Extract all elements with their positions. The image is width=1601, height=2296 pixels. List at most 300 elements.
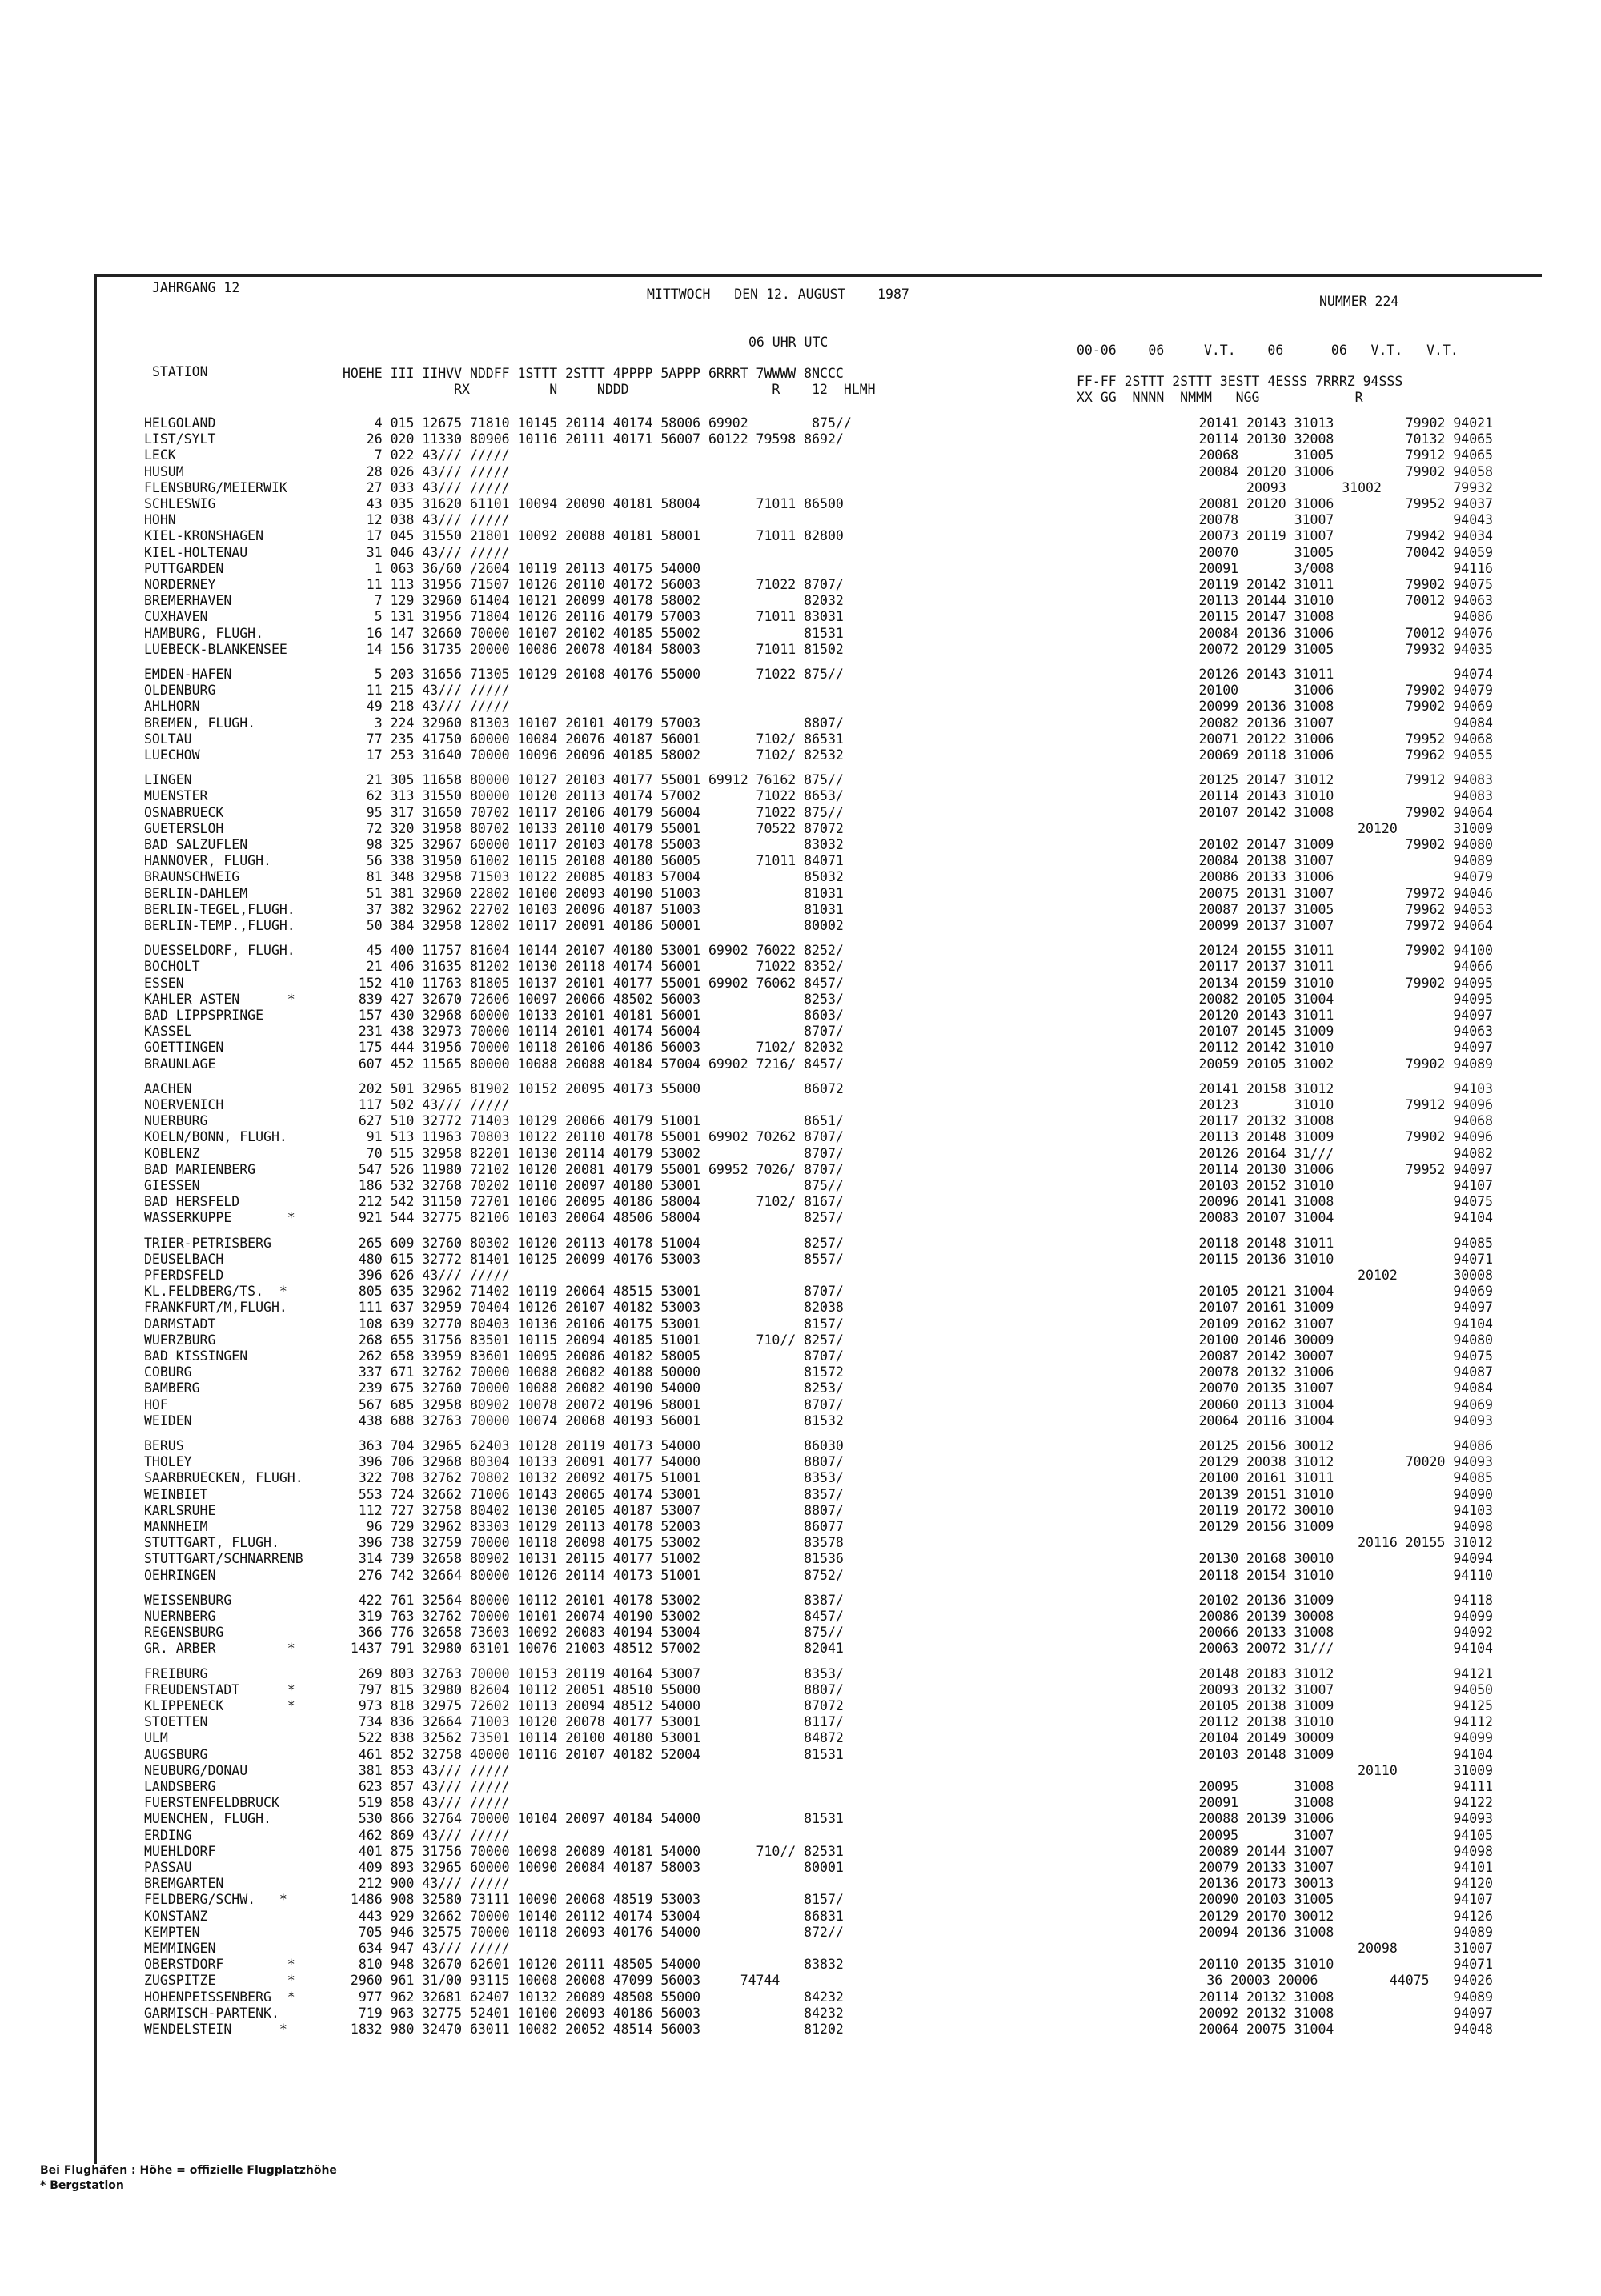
station-name: LUECHOW [144,747,200,763]
synop-data: 921 544 32775 82106 10103 20064 48506 58004 8257/ [343,1210,844,1226]
station-name: OEHRINGEN [144,1567,216,1583]
station-name: FUERSTENFELDBRUCK [144,1795,279,1811]
station-name: LANDSBERG [144,1779,216,1794]
station-name: MUEHLDORF [144,1843,216,1859]
station-name: MEMMINGEN [144,1941,216,1956]
extra-data: 20082 20136 31007 94084 [1198,715,1493,731]
station-row [0,1252,1601,1267]
extra-data: 20118 20154 31010 94110 [1198,1567,1493,1583]
station-name: OBERSTDORF * [144,1957,295,1973]
station-row [0,1764,1601,1778]
synop-data: 522 838 32562 73501 10114 20100 40180 53001 84872 [343,1730,844,1746]
station-row [0,1082,1601,1096]
station-name: BAMBERG [144,1380,200,1396]
station-row [0,578,1601,592]
station-row [0,960,1601,974]
station-name: NOERVENICH [144,1097,224,1112]
synop-data: 734 836 32664 71003 10120 20078 40177 53001 8117/ [343,1714,844,1730]
right-header: 00-06 06 V.T. 06 06 V.T. V.T. [1077,343,1459,358]
extra-data: 20098 31007 [1358,1941,1493,1956]
synop-data: 973 818 32975 72602 10113 20094 48512 54000 87072 [343,1698,844,1713]
synop-data: 77 235 41750 60000 10084 20076 40187 56001 7102/ 86531 [343,731,844,747]
station-row [0,1114,1601,1128]
extra-data: 20117 20137 31011 94066 [1198,959,1493,975]
synop-data: 607 452 11565 80000 10088 20088 40184 57004 69902 7216/ 8457/ [343,1056,844,1072]
synop-data: 28 026 43/// ///// [343,463,510,479]
station-name: STUTTGART/SCHNARRENB [144,1551,303,1567]
synop-data: 152 410 11763 81805 10137 20101 40177 55001 69902 76062 8457/ [343,975,844,991]
synop-data: 26 020 11330 80906 10116 20111 40171 56007 60122 79598 8692/ [343,431,844,447]
station-name: KAHLER ASTEN * [144,991,295,1007]
extra-data: 20136 20173 30013 94120 [1198,1876,1493,1892]
issue-number: NUMMER 224 [1319,294,1399,309]
extra-data: 20129 20156 31009 94098 [1198,1519,1493,1534]
footnote-mountain: * Bergstation [40,2179,124,2192]
synop-data: 56 338 31950 61002 10115 20108 40180 56005 71011 84071 [343,853,844,869]
station-name: NUERNBERG [144,1609,216,1624]
station-name: KARLSRUHE [144,1502,216,1518]
station-row [0,2022,1601,2037]
station-name: HOHN [144,512,176,528]
station-name: GUETERSLOH [144,820,224,836]
extra-data: 20089 20144 31007 94098 [1198,1843,1493,1859]
extra-data: 20064 20075 31004 94048 [1198,2022,1493,2037]
station-name: OSNABRUECK [144,804,224,820]
station-row [0,497,1601,511]
extra-data: 20141 20143 31013 79902 94021 [1198,415,1493,431]
station-row [0,1683,1601,1697]
station-row [0,1625,1601,1640]
synop-data: 17 253 31640 70000 10096 20096 40185 58002 7102/ 82532 [343,747,844,763]
synop-data: 31 046 43/// ///// [343,544,510,560]
extra-data: 20114 20130 31006 79952 94097 [1198,1161,1493,1177]
station-name: PFERDSFELD [144,1268,224,1283]
station-row [0,627,1601,641]
synop-data: 50 384 32958 12802 10117 20091 40186 50001 80002 [343,918,844,933]
synop-data: 719 963 32775 52401 10100 20093 40186 56003 84232 [343,2005,844,2021]
station-row [0,919,1601,933]
station-name: HOHENPEISSENBERG * [144,1989,295,2005]
extra-data: 20105 20138 31009 94125 [1198,1698,1493,1713]
extra-data: 20093 31002 79932 [1246,479,1493,495]
synop-data: 461 852 32758 40000 10116 20107 40182 52004 81531 [343,1746,844,1762]
station-row [0,870,1601,884]
extra-data: 20115 20147 31008 94086 [1198,609,1493,625]
station-name: KL.FELDBERG/TS. * [144,1284,287,1300]
station-row [0,716,1601,731]
synop-data: 567 685 32958 80902 10078 20072 40196 58001 8707/ [343,1396,844,1412]
extra-data: 20112 20138 31010 94112 [1198,1714,1493,1730]
station-name: MUENCHEN, FLUGH. [144,1811,271,1827]
station-name: HUSUM [144,463,184,479]
station-row [0,1284,1601,1299]
station-name: KIEL-KRONSHAGEN [144,528,264,544]
station-name: BAD KISSINGEN [144,1348,248,1364]
synop-data: 239 675 32760 70000 10088 20082 40190 54000 8253/ [343,1380,844,1396]
station-name: KASSEL [144,1024,192,1040]
synop-data: 530 866 32764 70000 10104 20097 40184 54000 81531 [343,1811,844,1827]
station-name: BERLIN-DAHLEM [144,885,248,901]
extra-data: 20087 20142 30007 94075 [1198,1348,1493,1364]
synop-data: 49 218 43/// ///// [343,699,510,715]
synop-data: 81 348 32958 71503 10122 20085 40183 57004 85032 [343,869,844,885]
synop-data: 3 224 32960 81303 10107 20101 40179 57003 8807/ [343,715,844,731]
station-row [0,1520,1601,1534]
station-row [0,481,1601,495]
station-row [0,1877,1601,1891]
left-column-header-1: HOEHE III IIHVV NDDFF 1STTT 2STTT 4PPPP 5APPP 6RRRT 7WWWW 8NCCC [343,366,844,381]
station-name: FLENSBURG/MEIERWIK [144,479,287,495]
station-row [0,838,1601,852]
extra-data: 20107 20145 31009 94063 [1198,1024,1493,1040]
extra-data: 20102 30008 [1358,1268,1493,1283]
station-row [0,1098,1601,1112]
station-row [0,2006,1601,2021]
utc-label: 06 UHR UTC [748,335,829,350]
station-row [0,992,1601,1007]
synop-data: 1 063 36/60 /2604 10119 20113 40175 54000 [343,560,701,576]
extra-data: 20103 20152 31010 94107 [1198,1178,1493,1193]
synop-data: 422 761 32564 80000 10112 20101 40178 53002 8387/ [343,1592,844,1608]
station-name: KOELN/BONN, FLUGH. [144,1129,287,1145]
right-column-header-1: FF-FF 2STTT 2STTT 3ESTT 4ESSS 7RRRZ 94SSS [1077,374,1403,389]
extra-data: 20107 20161 31009 94097 [1198,1300,1493,1316]
synop-data: 519 858 43/// ///// [343,1795,510,1811]
synop-data: 268 655 31756 83501 10115 20094 40185 51001 710// 8257/ [343,1332,844,1348]
extra-data: 20081 20120 31006 79952 94037 [1198,496,1493,511]
station-row [0,1179,1601,1193]
extra-data: 20102 20147 31009 79902 94080 [1198,837,1493,852]
station-row [0,1414,1601,1428]
synop-data: 839 427 32670 72606 10097 20066 48502 56003 8253/ [343,991,844,1007]
synop-data: 269 803 32763 70000 10153 20119 40164 53007 8353/ [343,1665,844,1681]
station-name: BRAUNLAGE [144,1056,216,1072]
synop-data: 45 400 11757 81604 10144 20107 40180 53001 69902 76022 8252/ [343,943,844,959]
extra-data: 20120 20143 31011 94097 [1198,1008,1493,1023]
station-name: FREIBURG [144,1665,208,1681]
synop-data: 17 045 31550 21801 10092 20088 40181 58001 71011 82800 [343,528,844,544]
synop-data: 21 305 11658 80000 10127 20103 40177 55001 69912 76162 875// [343,772,844,788]
extra-data: 20139 20151 31010 94090 [1198,1486,1493,1502]
station-name: WUERZBURG [144,1332,216,1348]
extra-data: 20129 20170 30012 94126 [1198,1908,1493,1924]
synop-data: 70 515 32958 82201 10130 20114 40179 53002 8707/ [343,1145,844,1161]
synop-data: 96 729 32962 83303 10129 20113 40178 52003 86077 [343,1519,844,1534]
extra-data: 20069 20118 31006 79962 94055 [1198,747,1493,763]
station-name: NORDERNEY [144,577,216,592]
station-row [0,1471,1601,1485]
station-name: ESSEN [144,975,184,991]
synop-data: 805 635 32962 71402 10119 20064 48515 53001 8707/ [343,1284,844,1300]
station-name: SOLTAU [144,731,192,747]
station-name: BAD SALZUFLEN [144,837,248,852]
extra-data: 20095 31007 94105 [1198,1827,1493,1843]
station-row [0,1333,1601,1348]
extra-data: 20104 20149 30009 94099 [1198,1730,1493,1746]
station-name: GIESSEN [144,1178,200,1193]
extra-data: 20130 20168 30010 94094 [1198,1551,1493,1567]
volume-label: JAHRGANG 12 [152,280,240,295]
station-row [0,1780,1601,1794]
synop-data: 396 738 32759 70000 10118 20098 40175 53002 83578 [343,1535,844,1551]
extra-data: 20060 20113 31004 94069 [1198,1396,1493,1412]
synop-data: 627 510 32772 71403 10129 20066 40179 51001 8651/ [343,1113,844,1129]
station-row [0,1667,1601,1681]
synop-data: 462 869 43/// ///// [343,1827,510,1843]
station-name: WEISSENBURG [144,1592,232,1608]
extra-data: 20105 20121 31004 94069 [1198,1284,1493,1300]
extra-data: 20078 20132 31006 94087 [1198,1364,1493,1380]
station-row [0,1268,1601,1283]
synop-data: 977 962 32681 62407 10132 20089 48508 55000 84232 [343,1989,844,2005]
synop-data: 443 929 32662 70000 10140 20112 40174 53004 86831 [343,1908,844,1924]
extra-data: 20114 20143 31010 94083 [1198,788,1493,804]
extra-data: 20078 31007 94043 [1198,512,1493,528]
synop-data: 186 532 32768 70202 10110 20097 40180 53001 875// [343,1178,844,1193]
station-row [0,1455,1601,1469]
station-name: AACHEN [144,1080,192,1096]
synop-data: 381 853 43/// ///// [343,1762,510,1778]
station-row [0,748,1601,763]
date-label: MITTWOCH DEN 12. AUGUST 1987 [647,286,909,302]
extra-data: 20110 20135 31010 94071 [1198,1957,1493,1973]
synop-data: 480 615 32772 81401 10125 20099 40176 53003 8557/ [343,1251,844,1267]
station-row [0,1398,1601,1412]
station-row [0,1731,1601,1745]
extra-data: 20100 20161 31011 94085 [1198,1470,1493,1486]
synop-data: 7 129 32960 61404 10121 20099 40178 58002 82032 [343,593,844,609]
synop-data: 231 438 32973 70000 10114 20101 40174 56004 8707/ [343,1024,844,1040]
extra-data: 20118 20148 31011 94085 [1198,1235,1493,1251]
station-name: THOLEY [144,1454,192,1470]
extra-data: 20075 20131 31007 79972 94046 [1198,885,1493,901]
station-row [0,732,1601,747]
extra-data: 20088 20139 31006 94093 [1198,1811,1493,1827]
synop-data: 111 637 32959 70404 10126 20107 40182 53003 82038 [343,1300,844,1316]
extra-data: 20063 20072 31/// 94104 [1198,1641,1493,1657]
extra-data: 20084 20120 31006 79902 94058 [1198,463,1493,479]
station-row [0,1941,1601,1956]
synop-data: 396 706 32968 80304 10133 20091 40177 54000 8807/ [343,1454,844,1470]
extra-data: 20099 20136 31008 79902 94069 [1198,699,1493,715]
extra-data: 20107 20142 31008 79902 94064 [1198,804,1493,820]
station-row [0,546,1601,560]
extra-data: 20083 20107 31004 94104 [1198,1210,1493,1226]
extra-data: 20125 20156 30012 94086 [1198,1438,1493,1453]
station-row [0,416,1601,431]
station-row [0,1057,1601,1072]
station-row [0,1990,1601,2005]
synop-data: 7 022 43/// ///// [343,447,510,463]
station-row [0,806,1601,820]
station-name: AUGSBURG [144,1746,208,1762]
station-name: DEUSELBACH [144,1251,224,1267]
extra-data: 20148 20183 31012 94121 [1198,1665,1493,1681]
extra-data: 20125 20147 31012 79912 94083 [1198,772,1493,788]
station-row [0,1300,1601,1315]
station-name: SCHLESWIG [144,496,216,511]
extra-data: 20113 20148 31009 79902 94096 [1198,1129,1493,1145]
synop-data: 401 875 31756 70000 10098 20089 40181 54000 710// 82531 [343,1843,844,1859]
station-name: BERLIN-TEGEL,FLUGH. [144,901,295,917]
synop-data: 363 704 32965 62403 10128 20119 40173 54000 86030 [343,1438,844,1453]
extra-data: 20090 20103 31005 94107 [1198,1892,1493,1908]
station-name: CUXHAVEN [144,609,208,625]
station-row [0,1893,1601,1907]
station-row [0,1163,1601,1177]
station-row [0,1211,1601,1225]
station-name: PASSAU [144,1860,192,1875]
station-row [0,562,1601,576]
synop-data: 319 763 32762 70000 10101 20074 40190 53002 8457/ [343,1609,844,1624]
synop-data: 16 147 32660 70000 10107 20102 40185 55002 81531 [343,625,844,641]
synop-data: 634 947 43/// ///// [343,1941,510,1956]
station-row [0,944,1601,958]
synop-data: 276 742 32664 80000 10126 20114 40173 51001 8752/ [343,1567,844,1583]
station-name: HELGOLAND [144,415,216,431]
station-row [0,1957,1601,1972]
station-row [0,1008,1601,1023]
synop-data: 409 893 32965 60000 10090 20084 40187 58003 80001 [343,1860,844,1875]
station-name: WENDELSTEIN * [144,2022,287,2037]
synop-data: 5 203 31656 71305 10129 20108 40176 55000 71022 875// [343,667,844,682]
station-name: NUERBURG [144,1113,208,1129]
extra-data: 20084 20138 31007 94089 [1198,853,1493,869]
extra-data: 20073 20119 31007 79942 94034 [1198,528,1493,544]
station-name: WEIDEN [144,1412,192,1428]
synop-data: 21 406 31635 81202 10130 20118 40174 56001 71022 8352/ [343,959,844,975]
synop-data: 202 501 32965 81902 10152 20095 40173 55000 86072 [343,1080,844,1096]
extra-data: 20114 20132 31008 94089 [1198,1989,1493,2005]
extra-data: 20117 20132 31008 94068 [1198,1113,1493,1129]
station-name: BAD HERSFELD [144,1194,240,1210]
station-row [0,1909,1601,1924]
synop-data: 366 776 32658 73603 10092 20083 40194 53004 875// [343,1625,844,1641]
station-name: ULM [144,1730,168,1746]
station-name: LINGEN [144,772,192,788]
synop-data: 95 317 31650 70702 10117 20106 40179 56004 71022 875// [343,804,844,820]
station-name: MUENSTER [144,788,208,804]
station-name: BAD MARIENBERG [144,1161,256,1177]
station-name: WASSERKUPPE * [144,1210,295,1226]
station-name: GOETTINGEN [144,1040,224,1056]
station-name: BREMGARTEN [144,1876,224,1892]
extra-data: 20071 20122 31006 79952 94068 [1198,731,1493,747]
synop-data: 438 688 32763 70000 10074 20068 40193 56001 81532 [343,1412,844,1428]
extra-data: 20066 20133 31008 94092 [1198,1625,1493,1641]
station-row [0,1439,1601,1453]
extra-data: 20109 20162 31007 94104 [1198,1316,1493,1332]
station-row [0,1609,1601,1624]
station-row [0,699,1601,714]
station-name: HOF [144,1396,168,1412]
extra-data: 20119 20142 31011 79902 94075 [1198,577,1493,592]
station-row [0,432,1601,447]
station-name: DARMSTADT [144,1316,216,1332]
synop-data: 14 156 31735 20000 10086 20078 40184 58003 71011 81502 [343,641,844,657]
extra-data: 20134 20159 31010 79902 94095 [1198,975,1493,991]
station-row [0,1236,1601,1251]
station-name: MANNHEIM [144,1519,208,1534]
extra-data: 20086 20139 30008 94099 [1198,1609,1493,1624]
station-row [0,1147,1601,1161]
extra-data: 20095 31008 94111 [1198,1779,1493,1794]
station-name: ZUGSPITZE * [144,1973,295,1989]
station-name: HANNOVER, FLUGH. [144,853,271,869]
synop-data: 72 320 31958 80702 10133 20110 40179 55001 70522 87072 [343,820,844,836]
extra-data: 20086 20133 31006 94079 [1198,869,1493,885]
extra-data: 20141 20158 31012 94103 [1198,1080,1493,1096]
synop-data: 337 671 32762 70000 10088 20082 40188 50000 81572 [343,1364,844,1380]
station-row [0,887,1601,901]
extra-data: 20070 31005 70042 94059 [1198,544,1493,560]
extra-data: 20087 20137 31005 79962 94053 [1198,901,1493,917]
extra-data: 20072 20129 31005 79932 94035 [1198,641,1493,657]
extra-data: 20113 20144 31010 70012 94063 [1198,593,1493,609]
synop-data: 2960 961 31/00 93115 10008 20008 47099 56003 74744 [343,1973,780,1989]
station-name: BERUS [144,1438,184,1453]
extra-data: 20100 20146 30009 94080 [1198,1332,1493,1348]
extra-data: 20100 31006 79902 94079 [1198,683,1493,699]
extra-data: 20123 31010 79912 94096 [1198,1097,1493,1112]
extra-data: 20126 20143 31011 94074 [1198,667,1493,682]
extra-data: 20116 20155 31012 [1358,1535,1493,1551]
station-row [0,513,1601,527]
synop-data: 91 513 11963 70803 10122 20110 40178 55001 69902 70262 8707/ [343,1129,844,1145]
station-row [0,594,1601,608]
station-row [0,976,1601,991]
station-row [0,1845,1601,1859]
station-row [0,667,1601,682]
extra-data: 20119 20172 30010 94103 [1198,1502,1493,1518]
station-row [0,1861,1601,1875]
extra-data: 20082 20105 31004 94095 [1198,991,1493,1007]
extra-data: 20092 20132 31008 94097 [1198,2005,1493,2021]
extra-data: 20091 3/008 94116 [1198,560,1493,576]
synop-data: 37 382 32962 22702 10103 20096 40187 51003 81031 [343,901,844,917]
extra-data: 20126 20164 31/// 94082 [1198,1145,1493,1161]
station-row [0,1130,1601,1144]
synop-data: 797 815 32980 82604 10112 20051 48510 55000 8807/ [343,1681,844,1697]
station-row [0,1381,1601,1396]
synop-data: 705 946 32575 70000 10118 20093 40176 54000 872// [343,1924,844,1940]
station-row [0,1536,1601,1550]
synop-data: 175 444 31956 70000 10118 20106 40186 56003 7102/ 82032 [343,1040,844,1056]
station-name: EMDEN-HAFEN [144,667,232,682]
synop-data: 4 015 12675 71810 10145 20114 40174 58006 69902 875// [343,415,852,431]
extra-data: 20103 20148 31009 94104 [1198,1746,1493,1762]
station-row [0,773,1601,787]
synop-data: 810 948 32670 62601 10120 20111 48505 54000 83832 [343,1957,844,1973]
synop-data: 11 215 43/// ///// [343,683,510,699]
station-header: STATION [152,364,208,379]
synop-data: 108 639 32770 80403 10136 20106 40175 53001 8157/ [343,1316,844,1332]
extra-data: 20094 20136 31008 94089 [1198,1924,1493,1940]
synop-data: 262 658 33959 83601 10095 20086 40182 58005 8707/ [343,1348,844,1364]
station-row [0,1715,1601,1729]
synop-data: 12 038 43/// ///// [343,512,510,528]
synop-data: 553 724 32662 71006 10143 20065 40174 53001 8357/ [343,1486,844,1502]
synop-data: 62 313 31550 80000 10120 20113 40174 57002 71022 8653/ [343,788,844,804]
station-name: STOETTEN [144,1714,208,1730]
synop-data: 27 033 43/// ///// [343,479,510,495]
station-name: FRANKFURT/M,FLUGH. [144,1300,287,1316]
synop-data: 212 900 43/// ///// [343,1876,510,1892]
station-name: KIEL-HOLTENAU [144,544,248,560]
synop-data: 265 609 32760 80302 10120 20113 40178 51004 8257/ [343,1235,844,1251]
synop-data: 117 502 43/// ///// [343,1097,510,1112]
extra-data: 20129 20038 31012 70020 94093 [1198,1454,1493,1470]
